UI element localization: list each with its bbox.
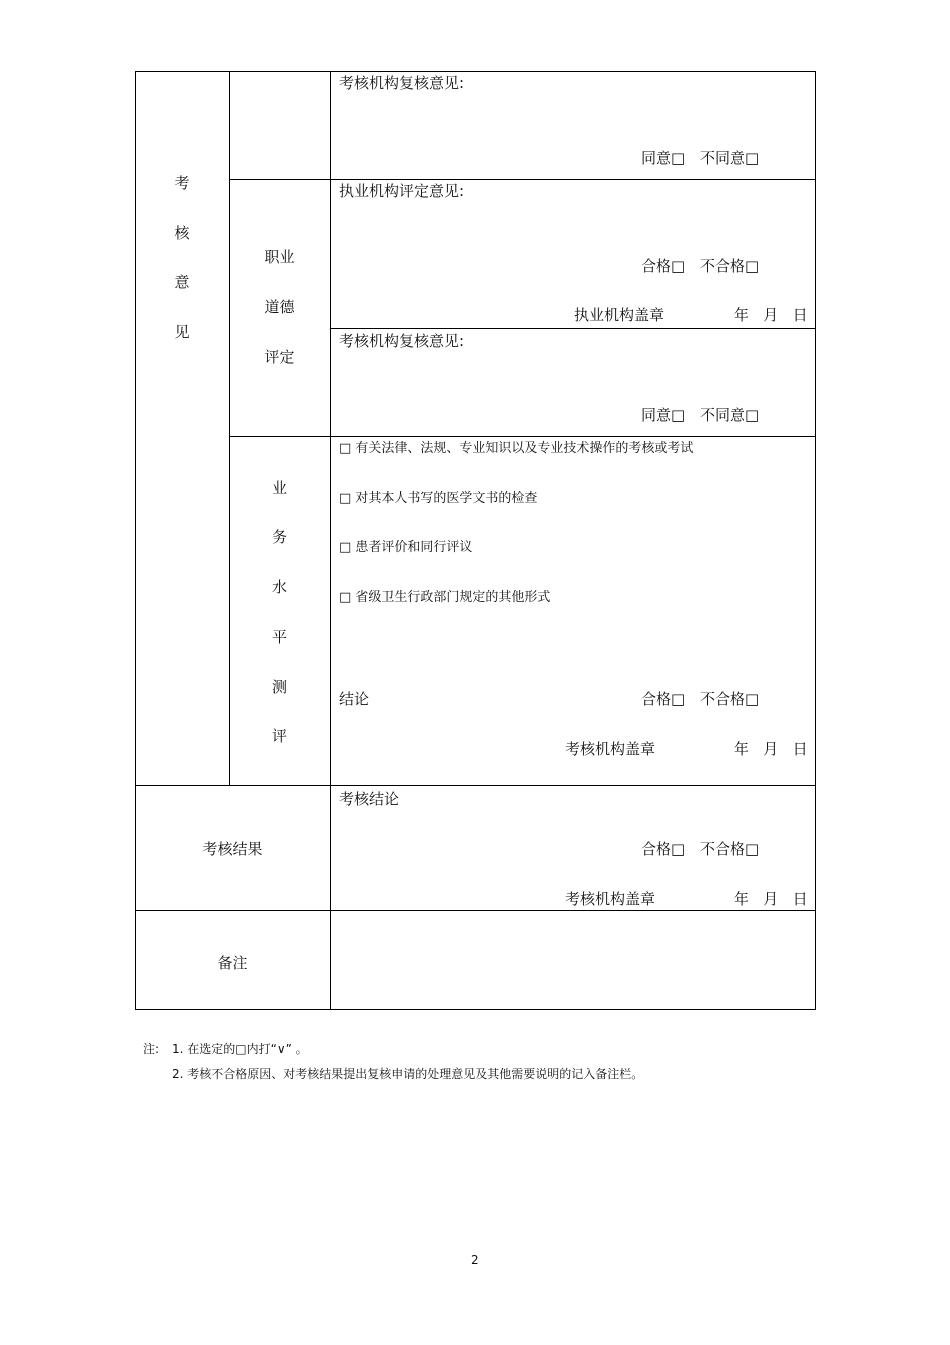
row-divider-2 [330,328,816,329]
skill-label-char: 业 [271,479,287,497]
review-opinion-label: 考核机构复核意见: [339,74,465,92]
date-label: 年 月 日 [734,890,808,908]
agree-checkbox[interactable]: 同意□ [641,406,686,424]
pass-checkbox[interactable]: 合格□ [641,840,686,858]
review-opinion-label: 考核机构复核意见: [339,332,465,350]
date-label: 年 月 日 [734,740,808,758]
fail-checkbox[interactable]: 不合格□ [700,257,760,275]
table-border-left [135,71,136,1010]
skill-option-exam[interactable]: □ 有关法律、法规、专业知识以及专业技术操作的考核或考试 [339,441,694,456]
ethics-label-line: 道德 [264,298,295,316]
ethics-label-line: 评定 [264,348,295,366]
skill-label-char: 水 [271,578,287,596]
skill-label-char: 务 [271,528,287,546]
agree-checkbox[interactable]: 同意□ [641,149,686,167]
assessment-seal-label: 考核机构盖章 [565,740,656,758]
row-divider-3 [229,436,816,437]
table-border-bottom [135,1009,816,1010]
skill-label-char: 测 [271,678,287,696]
footnote-item-2: 2. 考核不合格原因、对考核结果提出复核申请的处理意见及其他需要说明的记入备注栏。 [172,1067,644,1081]
practice-opinion-label: 执业机构评定意见: [339,182,465,200]
remarks-field[interactable] [331,911,815,1009]
fail-checkbox[interactable]: 不合格□ [700,840,760,858]
section-label-char: 意 [174,273,190,291]
page-number: 2 [471,1253,479,1267]
disagree-checkbox[interactable]: 不同意□ [700,406,760,424]
footnote-item-1: 1. 在选定的□内打“∨” 。 [172,1042,308,1056]
practice-seal-label: 执业机构盖章 [574,306,665,324]
assessment-seal-label: 考核机构盖章 [565,890,656,908]
section-label-char: 见 [174,323,190,341]
skill-label-char: 评 [271,727,287,745]
pass-checkbox[interactable]: 合格□ [641,257,686,275]
row-divider-1 [229,179,816,180]
disagree-checkbox[interactable]: 不同意□ [700,149,760,167]
ethics-label-line: 职业 [264,248,295,266]
skill-option-peer-review[interactable]: □ 患者评价和同行评议 [339,540,473,555]
section-label-char: 考 [174,174,190,192]
date-label: 年 月 日 [734,306,808,324]
skill-option-other[interactable]: □ 省级卫生行政部门规定的其他形式 [339,590,551,605]
skill-label-char: 平 [271,628,287,646]
skill-option-document-check[interactable]: □ 对其本人书写的医学文书的检查 [339,491,538,506]
footnote-prefix: 注: [143,1042,160,1056]
result-conclusion-label: 考核结论 [339,790,400,808]
fail-checkbox[interactable]: 不合格□ [700,690,760,708]
section-label-char: 核 [174,224,190,242]
col-divider-2 [330,71,331,1010]
skill-conclusion-label: 结论 [339,690,370,708]
table-border-top [135,71,816,72]
table-border-right [815,71,816,1010]
row-divider-4 [135,785,816,786]
result-label: 考核结果 [202,840,263,858]
pass-checkbox[interactable]: 合格□ [641,690,686,708]
remarks-label: 备注 [217,954,248,972]
